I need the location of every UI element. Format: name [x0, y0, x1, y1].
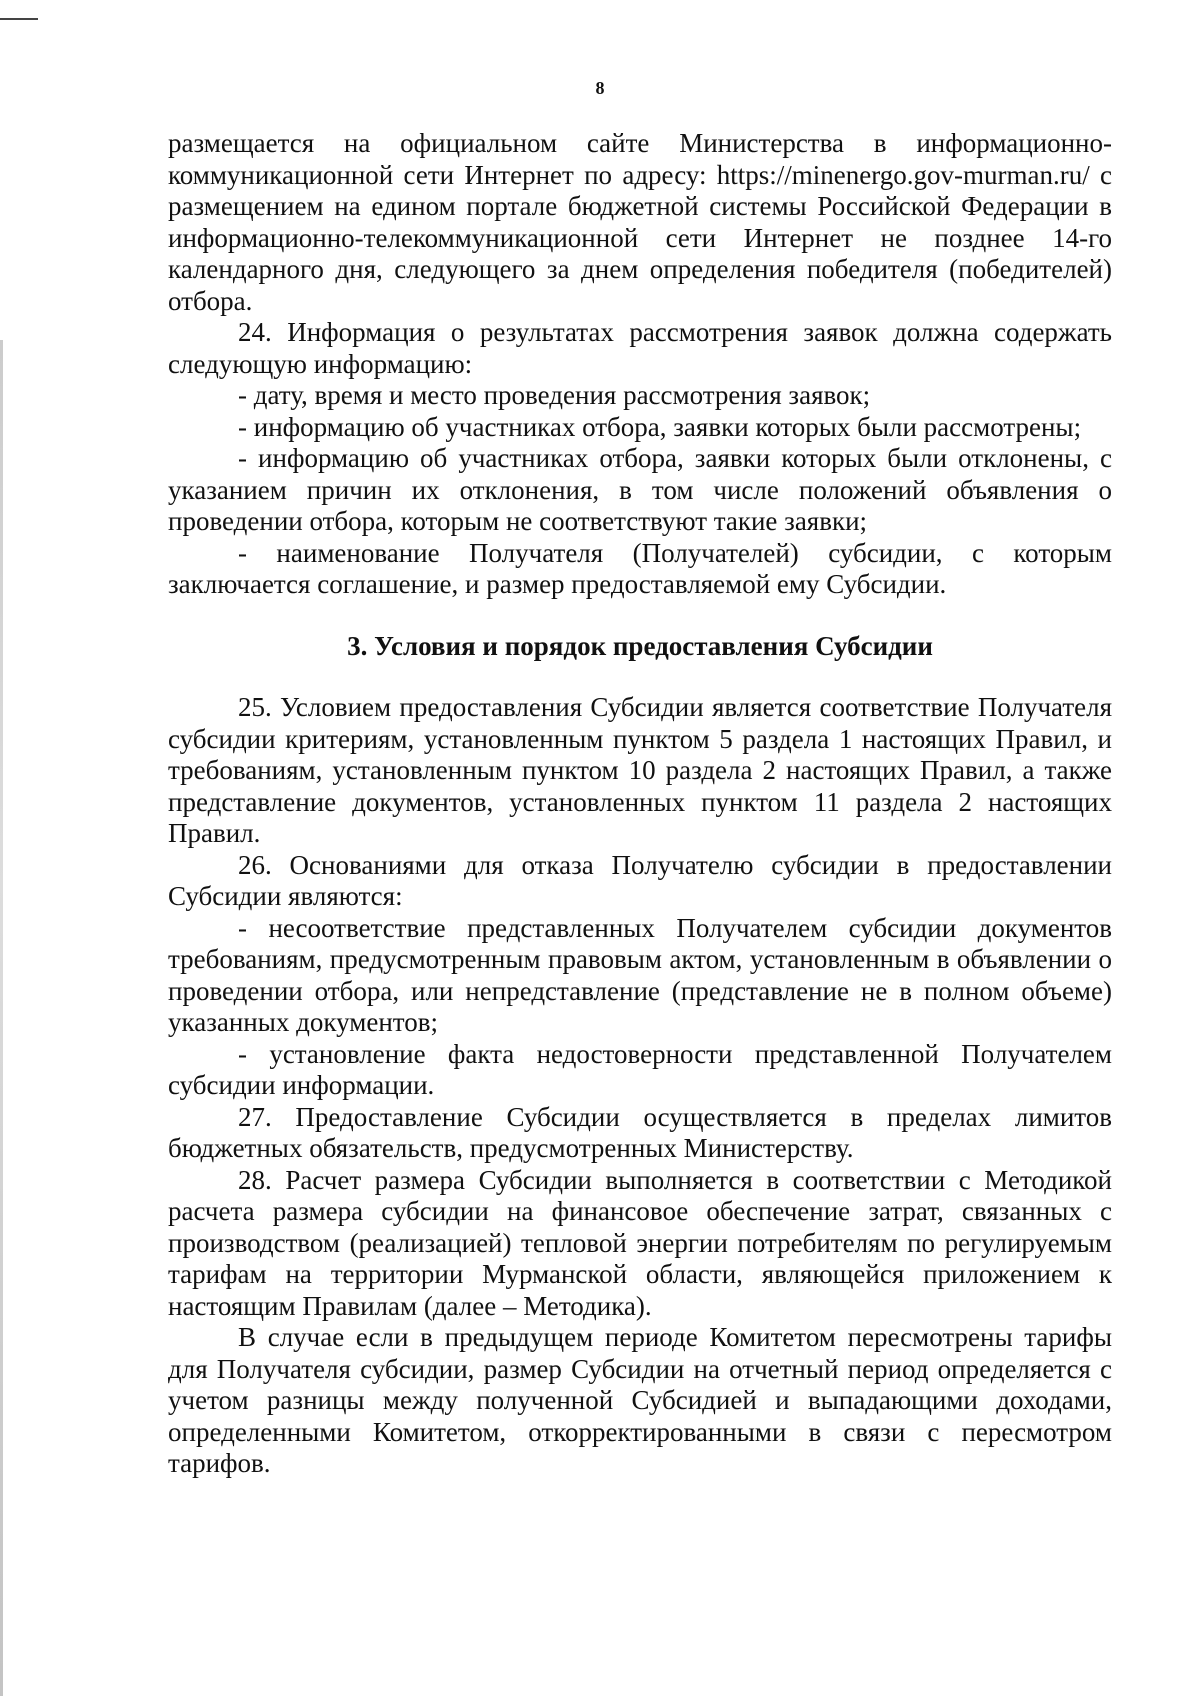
- list-item: - информацию об участниках отбора, заявки которых были отклонены, с указанием причин их отклонения, в том числе положений объявления о проведении отбора, которым не соответствуют такие заявки;: [168, 443, 1112, 536]
- list-item: - установление факта недостоверности представленной Получателем субсидии информации.: [168, 1038, 1112, 1100]
- paragraph: 24. Информация о результатах рассмотрения заявок должна содержать следующую информацию:: [168, 317, 1112, 379]
- scan-left-border: [0, 340, 3, 1696]
- page-number: 8: [595, 78, 605, 98]
- paragraph: В случае если в предыдущем периоде Комитетом пересмотрены тарифы для Получателя субсидии, размер Субсидии на отчетный период определяется с учетом разницы между полученной Субсидией и выпадающими доходами, определенными Комитетом, откорректированными в связи с пересмотром тарифов.: [168, 1322, 1112, 1478]
- paragraph: 26. Основаниями для отказа Получателю субсидии в предоставлении Субсидии являются:: [168, 849, 1112, 911]
- list-item: - наименование Получателя (Получателей) субсидии, с которым заключается соглашение, и размер предоставляемой ему Субсидии.: [168, 537, 1112, 599]
- section-heading: 3. Условия и порядок предоставления Субсидии: [347, 630, 933, 661]
- paragraph: 28. Расчет размера Субсидии выполняется в соответствии с Методикой расчета размера субсидии на финансовое обеспечение затрат, связанных с производством (реализацией) тепловой энергии потребителям по регулируемым тарифам на территории Мурманской области, являющейся приложением к настоящим Правилам (далее – Методика).: [168, 1164, 1112, 1321]
- paragraph: 25. Условием предоставления Субсидии является соответствие Получателя субсидии критериям, установленным пунктом 5 раздела 1 настоящих Правил, и требованиям, установленным пунктом 10 раздела 2 настоящих Правил, а также представление документов, установленных пунктом 11 раздела 2 настоящих Правил.: [168, 692, 1112, 848]
- paragraphs-after-heading: [168, 692, 1112, 1480]
- paragraph: 27. Предоставление Субсидии осуществляется в пределах лимитов бюджетных обязательств, предусмотренных Министерству.: [168, 1101, 1112, 1163]
- paragraphs-before-heading: [168, 128, 1112, 601]
- document-body: [168, 128, 1112, 1480]
- paragraph: размещается на официальном сайте Министерства в информационно-коммуникационной сети Интернет по адресу: https://minenergo.gov-murman.ru/ с размещением на едином портале бюджетной системы Российской Федерации в информационно-телекоммуникационной сети Интернет не позднее 14-го календарного дня, следующего за днем определения победителя (победителей) отбора.: [168, 128, 1112, 316]
- list-item: - дату, время и место проведения рассмотрения заявок;: [238, 380, 871, 410]
- list-item: - информацию об участниках отбора, заявки которых были рассмотрены;: [238, 411, 1082, 442]
- scan-edge-mark: [0, 18, 38, 20]
- list-item: - несоответствие представленных Получателем субсидии документов требованиям, предусмотренным правовым актом, установленным в объявлении о проведении отбора, или непредставление (представление не в полном объеме) указанных документов;: [168, 912, 1112, 1037]
